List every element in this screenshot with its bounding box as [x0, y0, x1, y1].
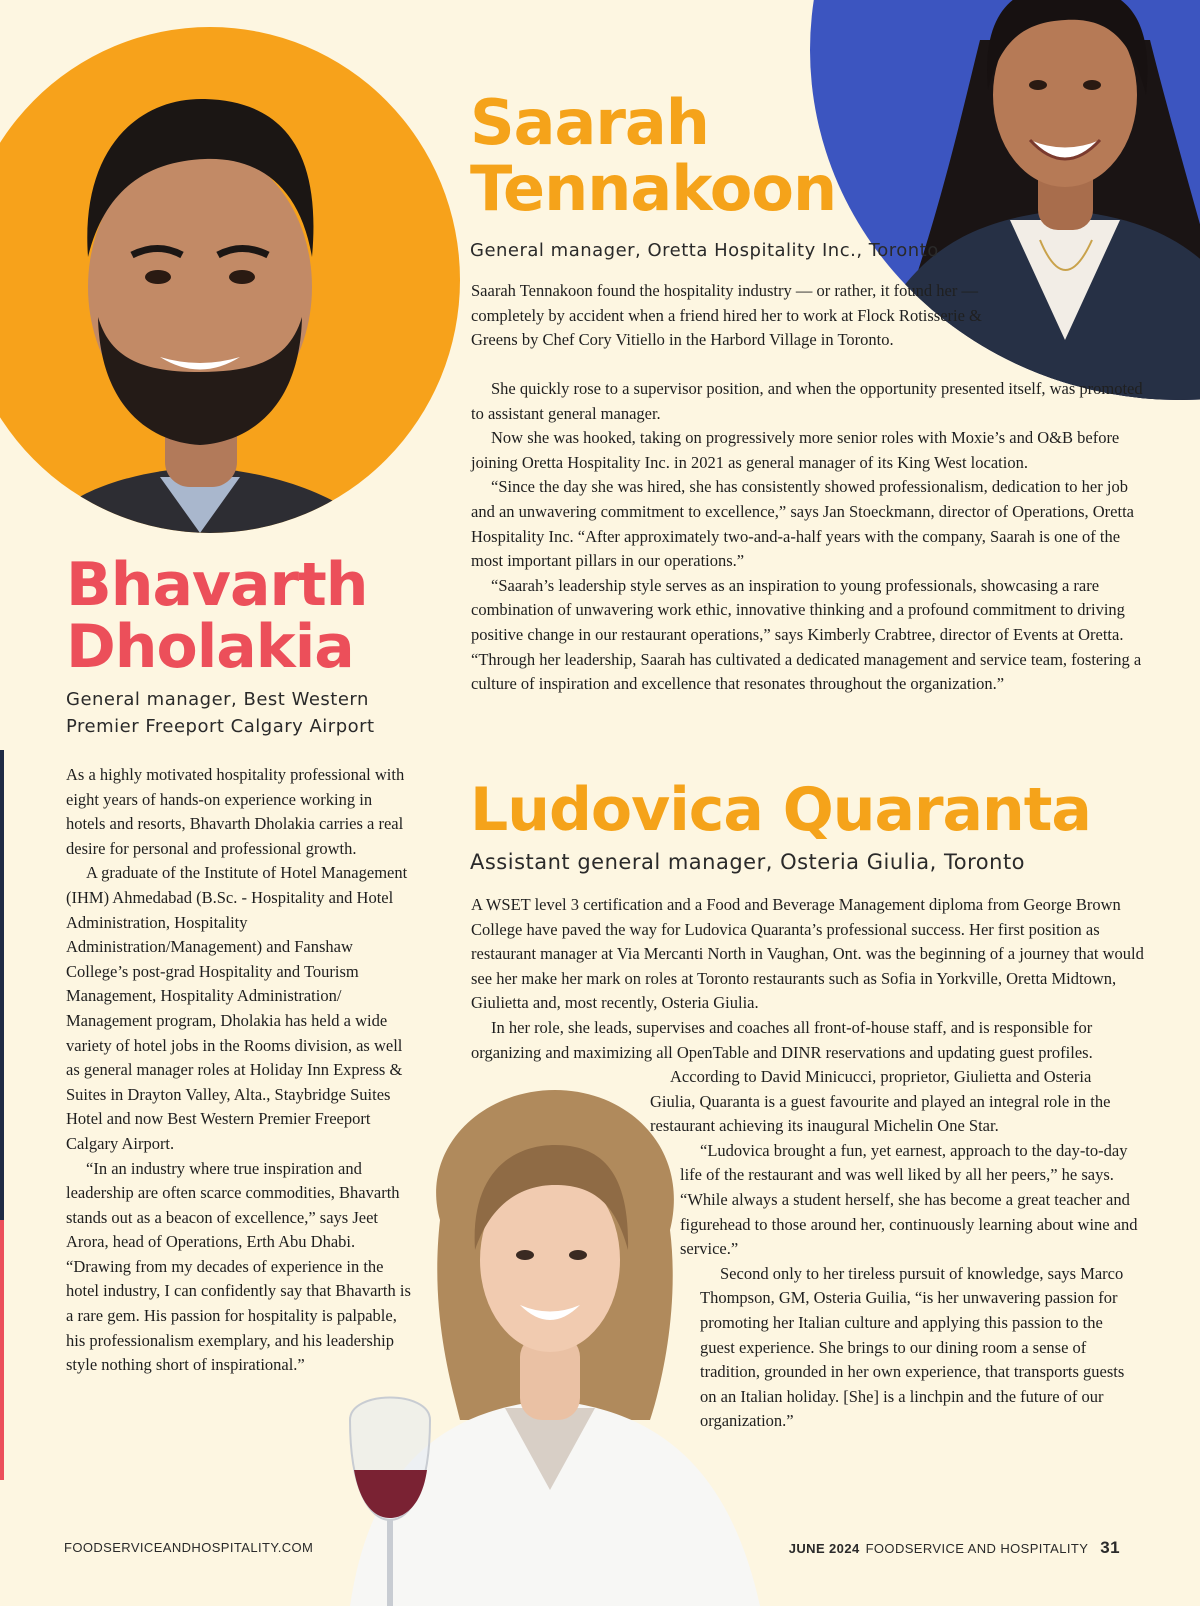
bhavarth-paragraph-2: A graduate of the Institute of Hotel Management (IHM) Ahmedabad (B.Sc. - Hospitality and Hotel Administration, Hospitality Administration/Management) and Fanshaw College’s post-grad Hospitality and Tourism Management, Hospitality Administration/ Management program, Dholakia has held a wide variety of hotel jobs in the Rooms division, as well as general manager roles at Holiday Inn Express & Suites in Drayton Valley, Alta., Staybridge Suites Hotel and now Best Western Premier Freeport Calgary Airport.	[66, 863, 408, 1153]
footer-issue-date: JUNE 2024	[788, 1541, 860, 1556]
saarah-paragraph-4: “Since the day she was hired, she has consistently showed professionalism, dedication to her job and an unwavering commitment to excellence,” says Jan Stoeckmann, director of Operations, Oretta Hospitality Inc. “After approximately two-and-a-half years with the company, Saarah is one of the most important pillars in our operations.”	[471, 477, 1134, 571]
saarah-body	[471, 377, 1146, 697]
bhavarth-role-line2: Premier Freeport Calgary Airport	[66, 716, 375, 737]
bhavarth-role	[66, 686, 375, 740]
ludovica-paragraph-3: According to David Minicucci, proprietor, Giulietta and Osteria Giulia, Quaranta is a guest favourite and played an integral role in the restaurant achieving its inaugural Michelin One Star.	[650, 1067, 1111, 1136]
bhavarth-photo	[0, 27, 460, 533]
ludovica-photo	[330, 1090, 780, 1606]
left-edge-bar-navy	[0, 750, 4, 1220]
saarah-name-line2: Tennakoon	[470, 152, 837, 225]
footer-publication: FOODSERVICE AND HOSPITALITY	[865, 1541, 1089, 1556]
bhavarth-name-line1: Bhavarth	[66, 550, 368, 620]
saarah-paragraph-3: Now she was hooked, taking on progressively more senior roles with Moxie’s and O&B before joining Oretta Hospitality Inc. in 2021 as general manager of its King West location.	[471, 428, 1120, 472]
bhavarth-paragraph-1: As a highly motivated hospitality professional with eight years of hands-on experience working in hotels and resorts, Bhavarth Dholakia carries a real desire for personal and professional growth.	[66, 765, 405, 858]
footer-website[interactable]: FOODSERVICEANDHOSPITALITY.COM	[64, 1540, 314, 1555]
saarah-paragraph-2: She quickly rose to a supervisor position, and when the opportunity presented itself, was promoted to assistant general manager.	[471, 379, 1143, 423]
saarah-paragraph-1: Saarah Tennakoon found the hospitality industry — or rather, it found her — completely by accident when a friend hired her to work at Flock Rotisserie & Greens by Chef Cory Vitiello in the Harbord Village in Toronto.	[471, 281, 982, 350]
ludovica-paragraph-4: “Ludovica brought a fun, yet earnest, approach to the day-to-day life of the restaurant and was well liked by all her peers,” he says. “While always a student herself, she has become a great teacher and figurehead to those around her, continuously learning about wine and service.”	[680, 1140, 1138, 1259]
ludovica-role: Assistant general manager, Osteria Giulia, Toronto	[470, 850, 1026, 874]
ludovica-name-heading: Ludovica Quaranta	[470, 775, 1091, 845]
saarah-name-heading	[470, 86, 837, 225]
bhavarth-name-line2: Dholakia	[66, 612, 354, 682]
saarah-paragraph-5: “Saarah’s leadership style serves as an inspiration to young professionals, showcasing a rare combination of unwavering work ethic, innovative thinking and a profound commitment to driving positive change in our restaurant operations,” says Kimberly Crabtree, director of Events at Oretta. “Through her leadership, Saarah has cultivated a dedicated management and service team, fostering a culture of inspiration and excellence that resonates throughout the organization.”	[471, 575, 1142, 694]
footer-issue-info	[789, 1538, 1120, 1558]
bhavarth-name-heading	[66, 550, 368, 682]
saarah-name-line1: Saarah	[470, 86, 709, 159]
ludovica-body-top	[471, 893, 1146, 1065]
bhavarth-photo-background	[0, 27, 460, 533]
ludovica-paragraph-5: Second only to her tireless pursuit of knowledge, says Marco Thompson, GM, Osteria Guilia, “is her unwavering passion for promoting her Italian culture and applying this passion to the guest experience. She brings to our dining room a sense of tradition, grounded in her own experience, that transports guests on an Italian holiday. [She] is a linchpin and the future of our organization.”	[700, 1263, 1125, 1431]
bhavarth-role-line1: General manager, Best Western	[66, 689, 369, 710]
footer-page-number: 31	[1100, 1538, 1120, 1557]
bhavarth-paragraph-3: “In an industry where true inspiration and leadership are often scarce commodities, Bhavarth stands out as a beacon of excellence,” says Jeet Arora, head of Operations, Erth Abu Dhabi. “Drawing from my decades of experience in the hotel industry, I can confidently say that Bhavarth is a rare gem. His passion for hospitality is palpable, his professionalism exemplary, and his leadership style nothing short of inspirational.”	[66, 1158, 411, 1375]
ludovica-paragraph-1: A WSET level 3 certification and a Food and Beverage Management diploma from George Brown College have paved the way for Ludovica Quaranta’s professional success. Her first position as restaurant manager at Via Mercanti North in Vaughan, Ont. was the beginning of a journey that would see her make her mark on roles at Toronto restaurants such as Sofia in Yorkville, Oretta Midtown, Giulietta and, most recently, Osteria Giulia.	[471, 895, 1144, 1013]
ludovica-paragraph-2: In her role, she leads, supervises and coaches all front-of-house staff, and is responsible for organizing and maximizing all OpenTable and DINR reservations and updating guest profiles.	[471, 1017, 1093, 1062]
left-edge-bar-red	[0, 1220, 4, 1480]
saarah-body-intro	[471, 279, 1001, 353]
saarah-role: General manager, Oretta Hospitality Inc., Toronto	[470, 240, 939, 261]
